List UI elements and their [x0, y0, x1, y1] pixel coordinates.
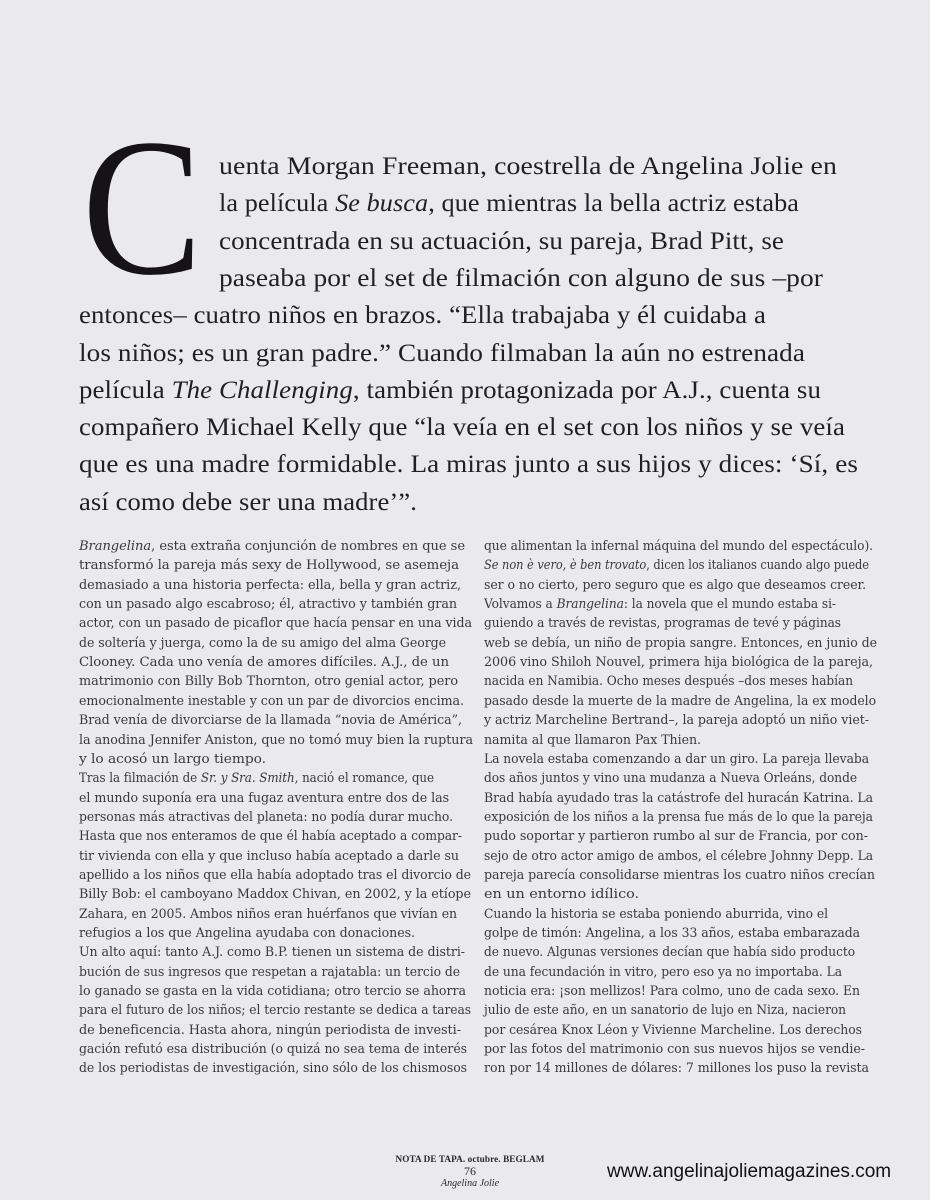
body-text-line	[79, 925, 415, 943]
text-run: de soltería y juerga, como la de su amigo del alma George	[79, 635, 446, 651]
text-run: refugios a los que Angelina ayudaba con donaciones.	[79, 926, 415, 941]
website-watermark: www.angelinajoliemagazines.com	[607, 1161, 892, 1182]
text-run: con un pasado algo escabroso; él, atractivo y también gran	[79, 597, 457, 613]
lead-line	[79, 301, 766, 331]
text-run: Tras la filmación de	[79, 771, 201, 787]
text-run: Billy Bob: el camboyano Maddox Chivan, en 2002, y la etíope	[79, 887, 471, 903]
body-text-line	[484, 577, 866, 595]
text-run: ser o no cierto, pero seguro que es algo que deseamos creer.	[484, 577, 866, 593]
text-run: Un alto aquí: tanto A.J. como B.P. tienen un sistema de distri-	[79, 945, 465, 961]
text-run: que es una madre formidable. La miras junto a sus hijos y dices: ‘Sí, es	[79, 451, 858, 479]
body-text-line	[79, 964, 460, 982]
body-text-line	[79, 577, 461, 595]
body-text-line	[484, 654, 873, 672]
body-text-line	[79, 712, 462, 730]
text-run: Hasta que nos enteramos de que él había aceptado a compar-	[79, 829, 462, 845]
body-text-line	[484, 732, 701, 750]
text-run: película	[79, 376, 172, 404]
text-run: bución de sus ingresos que respetan a rajatabla: un tercio de	[79, 964, 460, 980]
body-text-line	[484, 906, 828, 924]
page-footer	[340, 1154, 600, 1190]
body-text-line	[484, 886, 639, 904]
body-text-line	[484, 673, 853, 691]
text-run: Volvamos a	[484, 597, 557, 613]
text-run: de una fecundación in vitro, pero eso ya no importaba. La	[484, 964, 842, 980]
text-run: la anodina Jennifer Aniston, que no tomó muy bien la ruptura	[79, 732, 473, 748]
text-run: paseaba por el set de filmación con alguno de sus –por	[219, 264, 824, 292]
body-text-line	[484, 828, 868, 846]
lead-line	[219, 264, 823, 294]
text-run: , nació el romance, que	[294, 771, 434, 787]
body-text-line	[484, 635, 877, 653]
body-text-line	[484, 1041, 865, 1059]
text-run: pudo soportar y partieron rumbo al sur de Francia, por con-	[484, 829, 868, 845]
body-text-line	[79, 848, 459, 866]
body-text-line	[79, 790, 449, 808]
body-text-line	[79, 673, 458, 691]
text-run: de nuevo. Algunas versiones decían que había sido producto	[484, 945, 855, 961]
text-run: por las fotos del matrimonio con sus nuevos hijos se vendie-	[484, 1042, 865, 1058]
text-run: guiendo a través de revistas, programas de tevé y páginas	[484, 616, 841, 632]
text-run: emocionalmente inestable y con un par de divorcios encima.	[79, 693, 464, 709]
body-text-line	[484, 615, 841, 633]
italic-title: The Challenging	[171, 376, 353, 404]
body-text-line	[484, 1002, 846, 1020]
page-number: 76	[464, 1164, 476, 1178]
text-run: concentrada en su actuación, su pareja, Brad Pitt, se	[219, 227, 784, 255]
text-run: , dicen los italianos cuando algo puede	[646, 558, 869, 574]
lead-line	[219, 189, 799, 219]
text-run: sejo de otro actor amigo de ambos, el célebre Johnny Depp. La	[484, 848, 873, 864]
text-run: golpe de timón: Angelina, a los 33 años, estaba embarazada	[484, 926, 860, 941]
body-text-line	[484, 751, 869, 769]
body-text-line	[484, 809, 873, 827]
italic-title: Se busca	[335, 190, 429, 218]
text-run: Clooney. Cada uno venía de amores difíciles. A.J., de un	[79, 655, 449, 671]
lead-line	[79, 339, 805, 369]
body-text-line	[484, 538, 873, 556]
text-run: : la novela que el mundo estaba si-	[623, 597, 836, 613]
body-text-line	[79, 732, 473, 750]
text-run: la película	[219, 190, 336, 218]
text-run: los niños; es un gran padre.” Cuando filmaban la aún no estrenada	[79, 339, 805, 367]
text-run: tir vivienda con ella y que incluso había aceptado a darle su	[79, 848, 459, 864]
lead-line	[79, 488, 417, 518]
text-run: La novela estaba comenzando a dar un giro. La pareja llevaba	[484, 751, 869, 767]
text-run: namita al que llamaron Pax Thien.	[484, 732, 701, 748]
text-run: de los periodistas de investigación, sino sólo de los chismosos	[79, 1061, 467, 1077]
body-text-line	[484, 925, 860, 943]
body-text-line	[484, 964, 842, 982]
body-text-line	[79, 770, 434, 788]
body-text-line	[79, 983, 466, 1001]
text-run: julio de este año, en un sanatorio de lujo en Niza, nacieron	[484, 1003, 846, 1019]
lead-line	[79, 450, 858, 480]
text-run: gación refutó esa distribución (o quizá no sea tema de interés	[79, 1042, 467, 1058]
text-run: ron por 14 millones de dólares: 7 millones los puso la revista	[484, 1061, 869, 1077]
text-run: pasado desde la muerte de la madre de Angelina, la ex modelo	[484, 693, 876, 709]
lead-line	[219, 152, 837, 182]
text-run: matrimonio con Billy Bob Thornton, otro genial actor, pero	[79, 674, 458, 690]
body-text-line	[79, 596, 457, 614]
text-run: uenta Morgan Freeman, coestrella de Angelina Jolie en	[219, 153, 837, 180]
text-run: transformó la pareja más sexy de Hollywood, se asemeja	[79, 558, 459, 574]
text-run: demasiado a una historia perfecta: ella, bella y gran actriz,	[79, 577, 461, 593]
text-run: entonces– cuatro niños en brazos. “Ella trabajaba y él cuidaba a	[79, 302, 766, 330]
body-text-line	[79, 635, 446, 653]
body-text-line	[79, 828, 462, 846]
body-text-line	[79, 944, 465, 962]
body-text-line	[484, 712, 869, 730]
text-run: , que mientras la bella actriz estaba	[428, 190, 799, 218]
text-run: lo ganado se gasta en la vida cotidiana; otro tercio se ahorra	[79, 984, 466, 1000]
text-run: web se debía, un niño de propia sangre. Entonces, en junio de	[484, 635, 877, 651]
body-text-line	[79, 654, 449, 672]
drop-cap: C	[82, 99, 203, 316]
text-run: , también protagonizada por A.J., cuenta su	[352, 376, 821, 404]
body-text-line	[79, 538, 465, 556]
lead-line	[79, 413, 845, 443]
body-text-line	[79, 693, 464, 711]
text-run: el mundo suponía era una fugaz aventura entre dos de las	[79, 790, 449, 806]
text-run: dos años juntos y vino una mudanza a Nueva Orleáns, donde	[484, 771, 857, 787]
text-run: de beneficencia. Hasta ahora, ningún periodista de investi-	[79, 1022, 461, 1038]
italic-title: Brangelina	[556, 597, 624, 613]
text-run: Brad había ayudado tras la catástrofe del huracán Katrina. La	[484, 790, 873, 806]
text-run: en un entorno idílico.	[484, 887, 640, 903]
body-text-line	[484, 693, 876, 711]
text-run: noticia era: ¡son mellizos! Para colmo, uno de cada sexo. En	[484, 984, 860, 1000]
body-text-line	[79, 906, 457, 924]
body-text-line	[79, 867, 471, 885]
body-text-line	[79, 1002, 471, 1020]
footer-subject: Angelina Jolie	[440, 1178, 500, 1189]
footer-section-title: NOTA DE TAPA. octubre. BEGLAM	[395, 1154, 545, 1164]
text-run: Brad venía de divorciarse de la llamada “novia de América”,	[79, 713, 462, 729]
text-run: nacida en Namibia. Ocho meses después –dos meses habían	[484, 674, 853, 690]
text-run: compañero Michael Kelly que “la veía en el set con los niños y se veía	[79, 414, 845, 442]
body-text-line	[79, 809, 453, 827]
body-text-line	[484, 557, 869, 575]
text-run: 2006 vino Shiloh Nouvel, primera hija biológica de la pareja,	[484, 655, 873, 671]
italic-title: Brangelina	[79, 539, 152, 554]
text-run: Zahara, en 2005. Ambos niños eran huérfanos que vivían en	[79, 906, 457, 922]
body-text-line	[484, 867, 875, 885]
body-text-line	[79, 615, 472, 633]
text-run: actor, con un pasado de picaflor que hacía pensar en una vida	[79, 616, 472, 632]
body-text-line	[79, 1041, 467, 1059]
body-text-line	[484, 770, 857, 788]
body-text-line	[484, 1060, 869, 1078]
body-text-line	[79, 886, 471, 904]
text-run: y lo acosó un largo tiempo.	[79, 751, 266, 767]
body-text-line	[79, 751, 266, 769]
body-text-line	[484, 944, 855, 962]
body-text-line	[484, 596, 836, 614]
lead-line	[79, 376, 821, 406]
body-text-line	[79, 1060, 467, 1078]
italic-title: Sr. y Sra. Smith	[200, 771, 295, 787]
body-text-line	[79, 557, 459, 575]
body-text-line	[79, 1022, 461, 1040]
text-run: , esta extraña conjunción de nombres en que se	[151, 539, 465, 554]
body-text-line	[484, 790, 873, 808]
italic-title: Se non è vero, è ben trovato	[484, 558, 647, 574]
body-text-line	[484, 848, 873, 866]
text-run: para el futuro de los niños; el tercio restante se dedica a tareas	[79, 1003, 471, 1019]
body-text-line	[484, 983, 860, 1001]
text-run: así como debe ser una madre’”.	[79, 488, 417, 516]
text-run: y actriz Marcheline Bertrand–, la pareja adoptó un niño viet-	[484, 713, 869, 729]
lead-line	[219, 227, 784, 257]
text-run: pareja parecía consolidarse mientras los cuatro niños crecían	[484, 867, 875, 883]
text-run: que alimentan la infernal máquina del mundo del espectáculo).	[484, 539, 873, 554]
text-run: Cuando la historia se estaba poniendo aburrida, vino el	[484, 906, 828, 922]
text-run: apellido a los niños que ella había adoptado tras el divorcio de	[79, 867, 471, 883]
text-run: exposición de los niños a la prensa fue más de lo que la pareja	[484, 809, 873, 825]
text-run: por cesárea Knox Léon y Vivienne Marcheline. Los derechos	[484, 1022, 862, 1038]
text-run: personas más atractivas del planeta: no podía durar mucho.	[79, 809, 453, 825]
body-text-line	[484, 1022, 862, 1040]
